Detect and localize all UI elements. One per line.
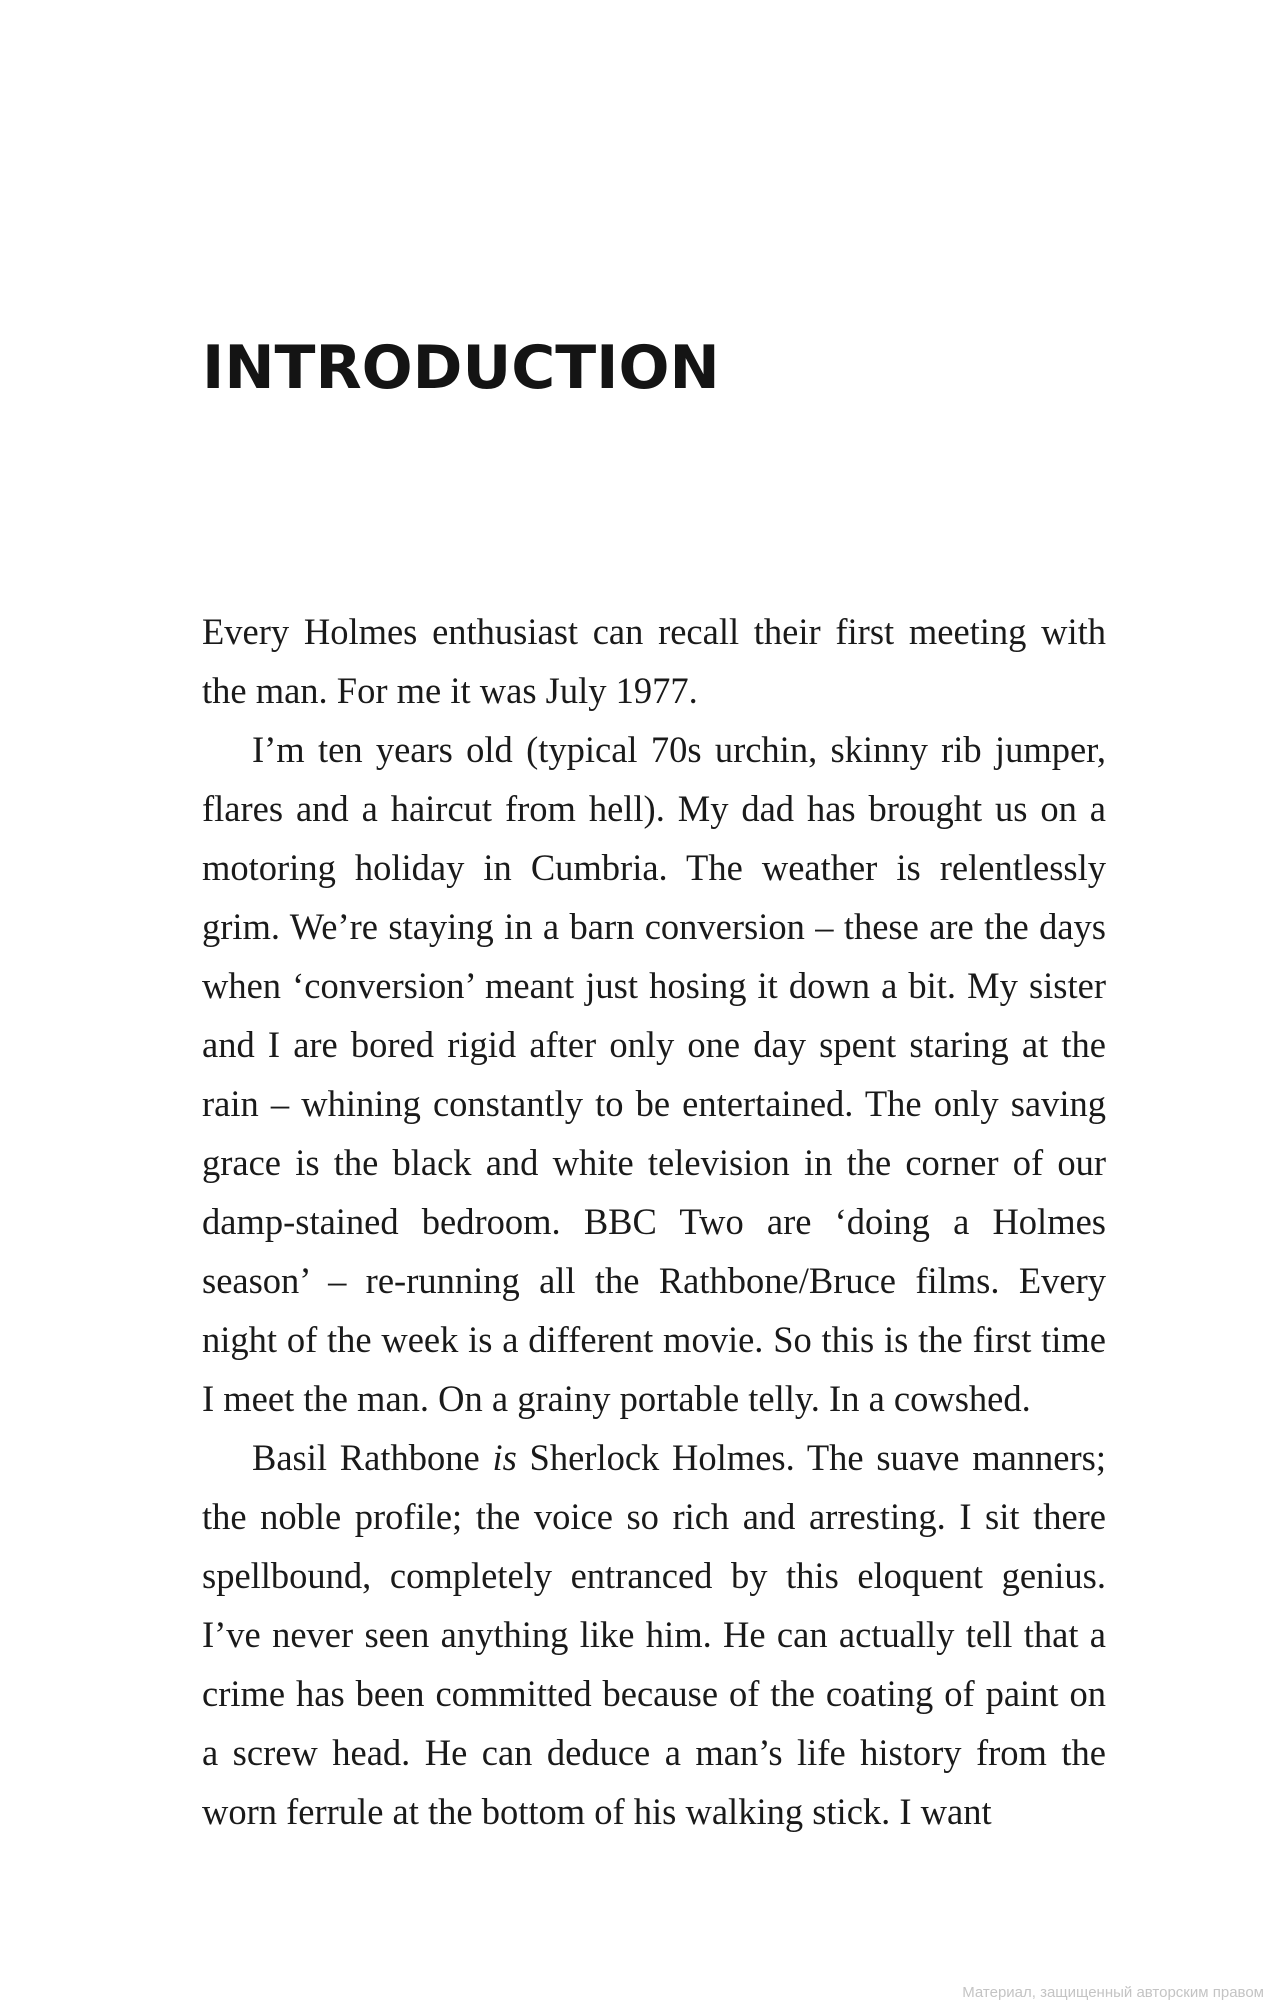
- paragraph-2: [202, 720, 1106, 1428]
- paragraph-1: [202, 602, 1106, 720]
- paragraph-1-text: Every Holmes enthusiast can recall their first meeting with the man. For me it was July 1977.: [202, 611, 1106, 711]
- copyright-watermark: Материал, защищенный авторским правом: [962, 1984, 1264, 2001]
- paragraph-3-emphasis: is: [492, 1437, 517, 1478]
- chapter-title: INTRODUCTION: [202, 333, 720, 403]
- paragraph-3-text-end: Sherlock Holmes. The suave manners; the noble profile; the voice so rich and arresting. I sit there spellbound, completely entranced by this eloquent genius. I’ve never seen anything like him. He can actually tell that a crime has been committed because of the coating of paint on a screw head. He can deduce a man’s life history from the worn ferrule at the bottom of his walking stick. I want: [202, 1437, 1106, 1832]
- paragraph-2-text: I’m ten years old (typical 70s urchin, skinny rib jumper, flares and a haircut from hell). My dad has brought us on a motoring holiday in Cumbria. The weather is relentlessly grim. We’re staying in a barn conversion – these are the days when ‘conversion’ meant just hosing it down a bit. My sister and I are bored rigid after only one day spent staring at the rain – whining constantly to be entertained. The only saving grace is the black and white television in the corner of our damp-stained bedroom. BBC Two are ‘doing a Holmes season’ – re-running all the Rathbone/Bruce films. Every night of the week is a different movie. So this is the first time I meet the man. On a grainy portable telly. In a cowshed.: [202, 729, 1106, 1419]
- paragraph-3: [202, 1428, 1106, 1841]
- paragraph-3-text-start: Basil Rathbone: [252, 1437, 493, 1478]
- chapter-body: [202, 602, 1106, 1841]
